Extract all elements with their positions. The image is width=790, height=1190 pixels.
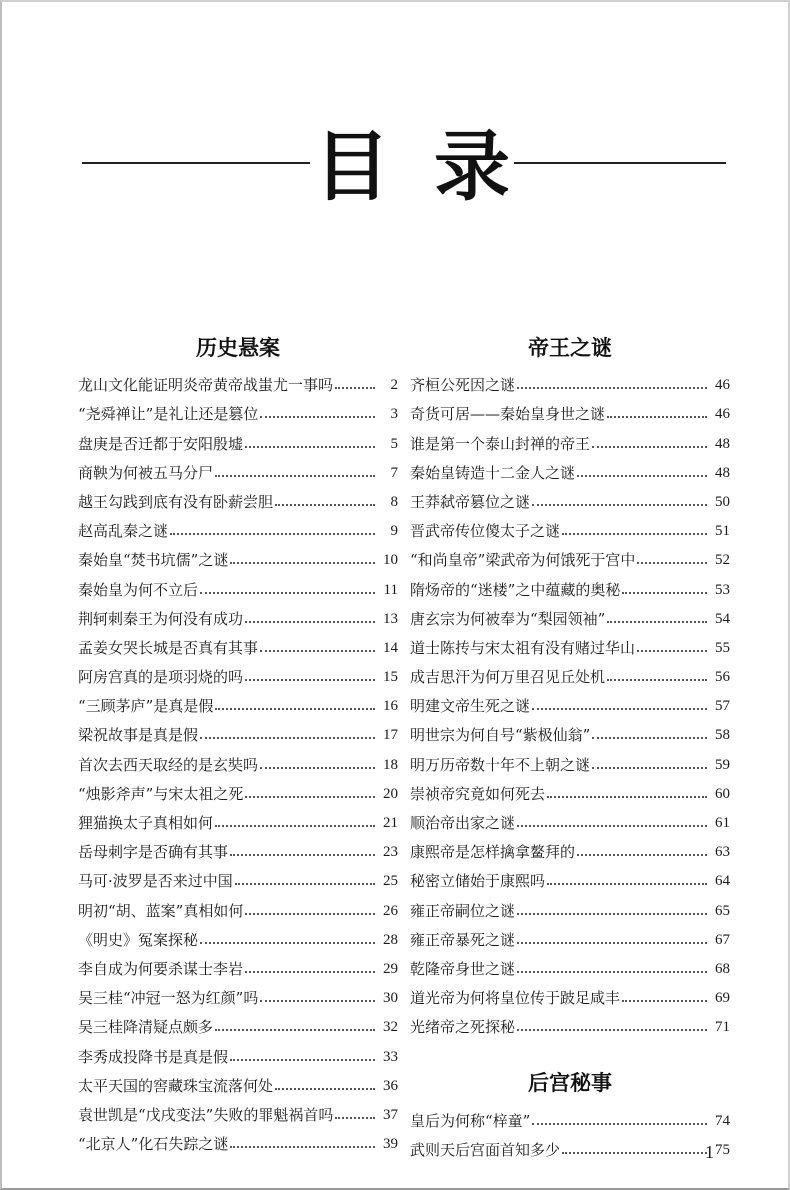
toc-entry-title: 岳母刺字是否确有其事 <box>78 843 229 862</box>
toc-entry[interactable] <box>410 456 730 485</box>
toc-entry-title: 道士陈抟与宋太祖有没有赌过华山 <box>410 638 636 657</box>
section-heading-palace: 后宫秘事 <box>528 1071 612 1096</box>
toc-entry[interactable] <box>410 777 730 806</box>
toc-entry-page: 56 <box>715 669 730 686</box>
dot-leader <box>577 475 707 477</box>
toc-entry-title: 明建文帝生死之谜 <box>410 697 531 716</box>
toc-entry-page: 61 <box>715 815 730 831</box>
toc-entry-title: 谁是第一个泰山封禅的帝王 <box>410 434 591 453</box>
toc-entry[interactable] <box>410 718 730 747</box>
toc-entry-title: 太平天国的窖藏珠宝流落何处 <box>78 1076 274 1095</box>
toc-entry-page: 17 <box>383 727 398 744</box>
toc-entry-page: 23 <box>383 844 398 861</box>
toc-entry[interactable] <box>78 718 398 747</box>
dot-leader <box>245 971 375 973</box>
toc-entry-title: 奇货可居——秦始皇身世之谜 <box>410 405 606 424</box>
dot-leader <box>200 942 375 944</box>
toc-entry[interactable] <box>410 631 730 660</box>
dot-leader <box>215 708 375 710</box>
toc-entry-title: “尧舜禅让”是礼让还是篡位 <box>78 405 259 424</box>
toc-entry-title: 吴三桂降清疑点颇多 <box>78 1018 214 1037</box>
toc-entry-title: 马可·波罗是否来过中国 <box>78 872 233 891</box>
toc-entry-title: 袁世凯是“戊戌变法”失败的罪魁祸首吗 <box>78 1105 334 1124</box>
toc-entry[interactable] <box>78 660 398 689</box>
toc-entry[interactable] <box>78 456 398 485</box>
toc-entry[interactable] <box>78 514 398 543</box>
toc-entry[interactable] <box>410 1133 730 1162</box>
toc-entry[interactable] <box>78 1069 398 1098</box>
toc-entry-title: 隋炀帝的“迷楼”之中蕴藏的奥秘 <box>410 580 621 599</box>
toc-entry-title: 秦始皇为何不立后 <box>78 580 199 599</box>
dot-leader <box>607 621 707 623</box>
toc-entry-page: 14 <box>383 639 398 656</box>
toc-entry-title: 皇后为何称“梓童” <box>410 1111 531 1130</box>
section-heading-emperors: 帝王之谜 <box>528 336 612 360</box>
toc-entry[interactable] <box>78 777 398 806</box>
dot-leader <box>622 592 707 594</box>
toc-entry-page: 54 <box>715 610 730 627</box>
toc-entry-page: 29 <box>383 960 398 977</box>
toc-entry[interactable] <box>78 1098 398 1127</box>
toc-entry[interactable] <box>410 660 730 689</box>
dot-leader <box>637 650 707 652</box>
title-char-2: 录 <box>434 122 510 211</box>
toc-entry-title: 梁祝故事是真是假 <box>78 726 199 745</box>
toc-entry-title: 秦始皇铸造十二金人之谜 <box>410 463 576 482</box>
toc-entry-page: 30 <box>383 990 398 1007</box>
toc-entry[interactable] <box>410 368 730 397</box>
toc-entry-page: 39 <box>383 1136 398 1153</box>
toc-entry[interactable] <box>78 602 398 631</box>
toc-entry-page: 9 <box>390 523 398 540</box>
toc-entry-title: 《明史》冤案探秘 <box>78 930 199 949</box>
toc-entry[interactable] <box>78 1039 398 1068</box>
toc-entry-page: 53 <box>715 581 730 598</box>
dot-leader <box>260 767 375 769</box>
dot-leader <box>547 883 707 885</box>
toc-entry-title: 晋武帝传位傻太子之谜 <box>410 522 561 541</box>
toc-entry-title: “北京人”化石失踪之谜 <box>78 1135 229 1154</box>
toc-entry-title: 雍正帝嗣位之谜 <box>410 901 516 920</box>
toc-entry-title: 秘密立储始于康熙吗 <box>410 872 546 891</box>
dot-leader <box>260 1000 375 1002</box>
dot-leader <box>607 679 707 681</box>
dot-leader <box>517 387 707 389</box>
toc-entry-page: 25 <box>383 873 398 890</box>
toc-entry-title: 王莽弑帝篡位之谜 <box>410 492 531 511</box>
toc-entry-page: 8 <box>390 493 398 510</box>
toc-entry-page: 11 <box>383 581 398 598</box>
toc-entry[interactable] <box>78 485 398 514</box>
toc-entry[interactable] <box>410 485 730 514</box>
toc-entry[interactable] <box>410 952 730 981</box>
dot-leader <box>517 942 707 944</box>
dot-leader <box>532 504 707 506</box>
toc-entry-title: 阿房宫真的是项羽烧的吗 <box>78 668 244 687</box>
dot-leader <box>215 1029 375 1031</box>
toc-entry-page: 59 <box>715 756 730 773</box>
toc-entry-page: 33 <box>383 1048 398 1065</box>
toc-entry-page: 37 <box>383 1106 398 1123</box>
toc-entry-page: 67 <box>715 931 730 948</box>
toc-entry[interactable] <box>410 893 730 922</box>
toc-entry-page: 20 <box>383 785 398 802</box>
toc-entry-title: 秦始皇“焚书坑儒”之谜 <box>78 551 229 570</box>
toc-entry[interactable] <box>78 923 398 952</box>
toc-entry-title: 康熙帝是怎样擒拿鳌拜的 <box>410 843 576 862</box>
toc-entry[interactable] <box>78 747 398 776</box>
toc-entry[interactable] <box>410 572 730 601</box>
toc-entry-title: 首次去西天取经的是玄奘吗 <box>78 755 259 774</box>
toc-entry-title: “烛影斧声”与宋太祖之死 <box>78 784 244 803</box>
toc-entry-title: 成吉思汗为何万里召见丘处机 <box>410 668 606 687</box>
toc-entry-page: 5 <box>390 435 398 452</box>
toc-entry-page: 63 <box>715 844 730 861</box>
toc-entry[interactable] <box>410 806 730 835</box>
toc-entry-page: 16 <box>383 698 398 715</box>
dot-leader <box>547 796 707 798</box>
toc-entry-page: 55 <box>715 639 730 656</box>
toc-entry[interactable] <box>78 1127 398 1156</box>
toc-entry-page: 60 <box>715 785 730 802</box>
toc-entry-page: 65 <box>715 902 730 919</box>
dot-leader <box>200 737 375 739</box>
toc-entry-title: 龙山文化能证明炎帝黄帝战蚩尤一事吗 <box>78 376 334 395</box>
dot-leader <box>592 737 707 739</box>
dot-leader <box>275 504 375 506</box>
dot-leader <box>517 971 707 973</box>
toc-entry-title: 孟姜女哭长城是否真有其事 <box>78 638 259 657</box>
toc-entry-page: 18 <box>383 756 398 773</box>
dot-leader <box>230 562 375 564</box>
toc-entry-title: 越王勾践到底有没有卧薪尝胆 <box>78 492 274 511</box>
toc-entry[interactable] <box>78 631 398 660</box>
toc-list-emperors <box>410 368 730 1039</box>
dot-leader <box>275 1088 375 1090</box>
toc-entry-page: 75 <box>715 1141 730 1158</box>
toc-entry-title: 武则天后宫面首知多少 <box>410 1140 561 1159</box>
section-heading-history: 历史悬案 <box>196 336 280 360</box>
dot-leader <box>532 708 707 710</box>
dot-leader <box>335 387 375 389</box>
toc-entry-page: 10 <box>383 552 398 569</box>
toc-entry-title: 吴三桂“冲冠一怒为红颜”吗 <box>78 989 259 1008</box>
dot-leader <box>335 1117 375 1119</box>
title-rule-right <box>514 162 726 164</box>
toc-entry-page: 71 <box>715 1019 730 1036</box>
dot-leader <box>517 1029 707 1031</box>
toc-entry[interactable] <box>410 397 730 426</box>
toc-entry-page: 15 <box>383 669 398 686</box>
toc-entry-title: 齐桓公死因之谜 <box>410 376 516 395</box>
toc-entry[interactable] <box>410 864 730 893</box>
toc-entry-title: 李自成为何要杀谋士李岩 <box>78 959 244 978</box>
toc-entry-title: 光绪帝之死探秘 <box>410 1018 516 1037</box>
toc-entry-page: 3 <box>390 406 398 423</box>
toc-entry[interactable] <box>78 835 398 864</box>
toc-entry-page: 36 <box>383 1077 398 1094</box>
toc-entry-title: 荆轲刺秦王为何没有成功 <box>78 609 244 628</box>
toc-entry[interactable] <box>78 572 398 601</box>
toc-entry-page: 64 <box>715 873 730 890</box>
toc-entry[interactable] <box>410 1103 730 1132</box>
toc-entry[interactable] <box>78 1010 398 1039</box>
toc-entry[interactable] <box>78 981 398 1010</box>
toc-entry-page: 52 <box>715 552 730 569</box>
toc-entry[interactable] <box>78 864 398 893</box>
toc-entry-title: 盘庚是否迁都于安阳殷墟 <box>78 434 244 453</box>
dot-leader <box>592 446 707 448</box>
dot-leader <box>245 913 375 915</box>
toc-entry-page: 28 <box>383 931 398 948</box>
toc-entry[interactable] <box>410 514 730 543</box>
toc-entry-page: 26 <box>383 902 398 919</box>
toc-entry[interactable] <box>78 952 398 981</box>
dot-leader <box>215 825 375 827</box>
toc-entry[interactable] <box>410 689 730 718</box>
toc-entry[interactable] <box>78 689 398 718</box>
section-spacer <box>410 1039 730 1063</box>
dot-leader <box>230 1146 375 1148</box>
toc-entry[interactable] <box>78 397 398 426</box>
toc-entry-title: 顺治帝出家之谜 <box>410 814 516 832</box>
toc-list-history <box>78 368 398 1156</box>
toc-entry-title: 雍正帝暴死之谜 <box>410 930 516 949</box>
toc-entry-title: 崇祯帝究竟如何死去 <box>410 784 546 803</box>
toc-title <box>2 122 790 212</box>
dot-leader <box>230 1059 375 1061</box>
dot-leader <box>260 650 375 652</box>
toc-entry-page: 46 <box>715 406 730 423</box>
toc-entry-page: 58 <box>715 727 730 744</box>
toc-entry-title: 商鞅为何被五马分尸 <box>78 463 214 482</box>
toc-entry-page: 48 <box>715 464 730 481</box>
dot-leader <box>562 1152 707 1154</box>
toc-entry-page: 7 <box>390 464 398 481</box>
toc-entry-page: 46 <box>715 377 730 394</box>
dot-leader <box>607 416 707 418</box>
toc-entry[interactable] <box>78 893 398 922</box>
dot-leader <box>260 416 375 418</box>
toc-entry-page: 13 <box>383 610 398 627</box>
dot-leader <box>517 913 707 915</box>
dot-leader <box>562 533 707 535</box>
dot-leader <box>230 854 375 856</box>
toc-entry-title: 唐玄宗为何被奉为“梨园领袖” <box>410 609 606 628</box>
dot-leader <box>215 475 375 477</box>
toc-entry-title: 乾隆帝身世之谜 <box>410 959 516 978</box>
toc-entry[interactable] <box>78 806 398 835</box>
dot-leader <box>245 446 375 448</box>
toc-entry-page: 21 <box>383 815 398 831</box>
dot-leader <box>637 562 707 564</box>
toc-entry-page: 48 <box>715 435 730 452</box>
toc-entry[interactable] <box>410 426 730 455</box>
toc-entry-title: 明初“胡、蓝案”真相如何 <box>78 901 244 920</box>
toc-entry-page: 74 <box>715 1112 730 1129</box>
toc-entry[interactable] <box>78 543 398 572</box>
dot-leader <box>245 679 375 681</box>
dot-leader <box>577 854 707 856</box>
toc-entry[interactable] <box>410 923 730 952</box>
toc-entry-title: 道光帝为何将皇位传于跛足咸丰 <box>410 989 621 1008</box>
toc-entry-page: 68 <box>715 960 730 977</box>
toc-entry[interactable] <box>78 368 398 397</box>
toc-entry[interactable] <box>410 602 730 631</box>
dot-leader <box>517 825 707 827</box>
toc-entry[interactable] <box>410 981 730 1010</box>
toc-column-right <box>410 328 730 1162</box>
toc-entry-page: 2 <box>390 377 398 394</box>
dot-leader <box>592 767 707 769</box>
title-char-1: 目 <box>314 122 390 211</box>
toc-entry-title: 明世宗为何自号“紫极仙翁” <box>410 726 591 745</box>
toc-list-palace <box>410 1103 730 1161</box>
page-number: 1 <box>705 1142 714 1162</box>
toc-entry-title: 李秀成投降书是真是假 <box>78 1047 229 1066</box>
dot-leader <box>200 592 375 594</box>
toc-entry[interactable] <box>410 747 730 776</box>
toc-entry-page: 69 <box>715 990 730 1007</box>
dot-leader <box>532 1123 707 1125</box>
dot-leader <box>170 533 375 535</box>
title-rule-left <box>82 162 310 164</box>
toc-entry-page: 32 <box>383 1019 398 1036</box>
toc-entry-title: 狸猫换太子真相如何 <box>78 814 214 832</box>
toc-entry-page: 57 <box>715 698 730 715</box>
dot-leader <box>235 883 375 885</box>
toc-entry-page: 50 <box>715 493 730 510</box>
dot-leader <box>245 796 375 798</box>
toc-entry[interactable] <box>78 426 398 455</box>
toc-entry-page: 51 <box>715 523 730 540</box>
toc-entry-title: “三顾茅庐”是真是假 <box>78 697 214 716</box>
toc-entry[interactable] <box>410 543 730 572</box>
toc-entry-title: 赵高乱秦之谜 <box>78 522 169 541</box>
dot-leader <box>245 621 375 623</box>
toc-entry-title: “和尚皇帝”梁武帝为何饿死于宫中 <box>410 551 636 570</box>
toc-entry-title: 明万历帝数十年不上朝之谜 <box>410 755 591 774</box>
dot-leader <box>622 1000 707 1002</box>
toc-column-left <box>78 328 398 1156</box>
toc-entry[interactable] <box>410 835 730 864</box>
toc-entry[interactable] <box>410 1010 730 1039</box>
